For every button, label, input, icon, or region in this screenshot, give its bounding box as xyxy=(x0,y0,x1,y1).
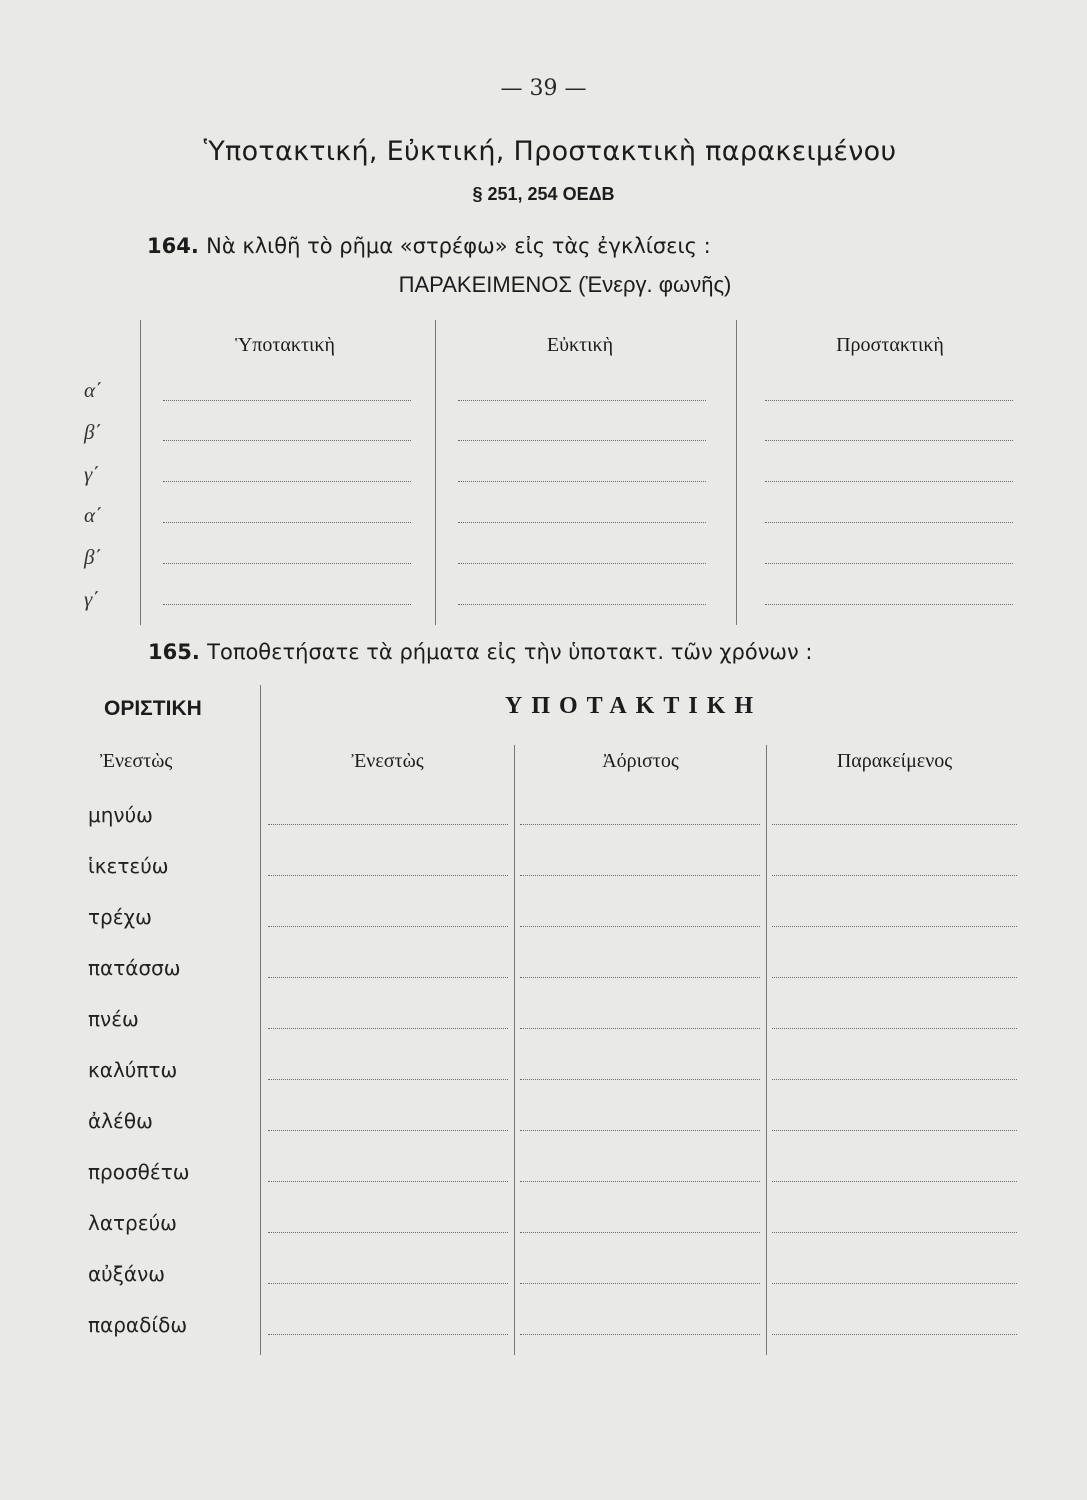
answer-line[interactable] xyxy=(772,824,1017,825)
answer-line[interactable] xyxy=(163,481,411,482)
verb-item: αὐξάνω xyxy=(88,1262,166,1286)
column-aorist: Ἀόριστος xyxy=(602,750,679,772)
divider-line xyxy=(260,685,261,1355)
column-optative: Εὐκτικὴ xyxy=(546,334,614,356)
answer-line[interactable] xyxy=(520,977,760,978)
column-perfect: Παρακείμενος xyxy=(836,750,953,772)
answer-line[interactable] xyxy=(520,1232,760,1233)
exercise-164-instruction: Νὰ κλιθῆ τὸ ρῆμα «στρέφω» εἰς τὰς ἐγκλίσεις : xyxy=(206,234,711,258)
answer-line[interactable] xyxy=(520,875,760,876)
verb-item: μηνύω xyxy=(88,803,153,827)
divider-line xyxy=(435,320,436,625)
answer-line[interactable] xyxy=(458,522,706,523)
answer-line[interactable] xyxy=(520,1181,760,1182)
divider-line xyxy=(514,745,515,1355)
answer-line[interactable] xyxy=(772,875,1017,876)
answer-line[interactable] xyxy=(520,1079,760,1080)
answer-line[interactable] xyxy=(268,977,508,978)
answer-line[interactable] xyxy=(458,400,706,401)
answer-line[interactable] xyxy=(772,1079,1017,1080)
answer-line[interactable] xyxy=(765,440,1013,441)
verb-item: λατρεύω xyxy=(88,1211,177,1235)
answer-line[interactable] xyxy=(268,824,508,825)
answer-line[interactable] xyxy=(268,875,508,876)
verb-item: καλύπτω xyxy=(88,1058,178,1082)
tense-title: ΠΑΡΑΚΕΙΜΕΝΟΣ (Ἐνεργ. φωνῆς) xyxy=(398,272,732,297)
answer-line[interactable] xyxy=(458,604,706,605)
verb-item: πατάσσω xyxy=(88,956,181,980)
answer-line[interactable] xyxy=(520,1130,760,1131)
answer-line[interactable] xyxy=(520,1283,760,1284)
answer-line[interactable] xyxy=(772,1334,1017,1335)
verb-item: ἱκετεύω xyxy=(88,854,169,878)
answer-line[interactable] xyxy=(163,522,411,523)
answer-line[interactable] xyxy=(772,1130,1017,1131)
answer-line[interactable] xyxy=(765,604,1013,605)
page-number: — 39 — xyxy=(500,76,587,101)
divider-line xyxy=(736,320,737,625)
indicative-heading: ΟΡΙΣΤΙΚΗ xyxy=(104,697,202,720)
answer-line[interactable] xyxy=(458,481,706,482)
verb-item: ἀλέθω xyxy=(88,1109,153,1133)
answer-line[interactable] xyxy=(268,1028,508,1029)
answer-line[interactable] xyxy=(772,1232,1017,1233)
exercise-164-heading xyxy=(147,234,711,258)
answer-line[interactable] xyxy=(163,604,411,605)
answer-line[interactable] xyxy=(268,1181,508,1182)
column-subjunctive: Ὑποτακτικὴ xyxy=(235,334,335,356)
exercise-165-heading xyxy=(148,640,813,664)
verb-item: πνέω xyxy=(88,1007,139,1031)
answer-line[interactable] xyxy=(268,1079,508,1080)
exercise-164-number: 164. xyxy=(147,234,199,258)
column-imperative: Προστακτικὴ xyxy=(836,334,944,356)
row-label: α΄ xyxy=(84,378,103,402)
row-label: α΄ xyxy=(84,503,103,527)
answer-line[interactable] xyxy=(765,563,1013,564)
answer-line[interactable] xyxy=(163,440,411,441)
answer-line[interactable] xyxy=(458,440,706,441)
divider-line xyxy=(766,745,767,1355)
verb-item: παραδίδω xyxy=(88,1313,188,1337)
answer-line[interactable] xyxy=(268,1232,508,1233)
answer-line[interactable] xyxy=(163,563,411,564)
verb-item: τρέχω xyxy=(88,905,152,929)
answer-line[interactable] xyxy=(268,1334,508,1335)
answer-line[interactable] xyxy=(772,1283,1017,1284)
answer-line[interactable] xyxy=(765,481,1013,482)
row-label: β΄ xyxy=(84,545,102,569)
exercise-165-number: 165. xyxy=(148,640,200,664)
answer-line[interactable] xyxy=(268,1283,508,1284)
answer-line[interactable] xyxy=(458,563,706,564)
answer-line[interactable] xyxy=(772,1028,1017,1029)
indicative-present-subheading: Ἐνεστὼς xyxy=(100,750,173,772)
answer-line[interactable] xyxy=(163,400,411,401)
row-label: γ΄ xyxy=(84,462,100,486)
answer-line[interactable] xyxy=(520,926,760,927)
answer-line[interactable] xyxy=(765,522,1013,523)
row-label: γ΄ xyxy=(84,587,100,611)
section-reference: § 251, 254 ΟΕΔΒ xyxy=(472,184,615,204)
answer-line[interactable] xyxy=(520,824,760,825)
row-label: β΄ xyxy=(84,420,102,444)
section-title: Ὑποτακτική, Εὐκτική, Προστακτικὴ παρακειμένου xyxy=(203,136,897,167)
verb-item: προσθέτω xyxy=(88,1160,190,1184)
answer-line[interactable] xyxy=(520,1028,760,1029)
answer-line[interactable] xyxy=(268,926,508,927)
exercise-165-instruction: Τοποθετήσατε τὰ ρήματα εἰς τὴν ὑποτακτ. τῶν χρόνων : xyxy=(207,640,813,664)
subjunctive-heading: ΥΠΟΤΑΚΤΙΚΗ xyxy=(505,693,763,719)
answer-line[interactable] xyxy=(520,1334,760,1335)
answer-line[interactable] xyxy=(772,977,1017,978)
answer-line[interactable] xyxy=(772,926,1017,927)
column-present: Ἐνεστὼς xyxy=(351,750,424,772)
answer-line[interactable] xyxy=(765,400,1013,401)
answer-line[interactable] xyxy=(772,1181,1017,1182)
answer-line[interactable] xyxy=(268,1130,508,1131)
divider-line xyxy=(140,320,141,625)
